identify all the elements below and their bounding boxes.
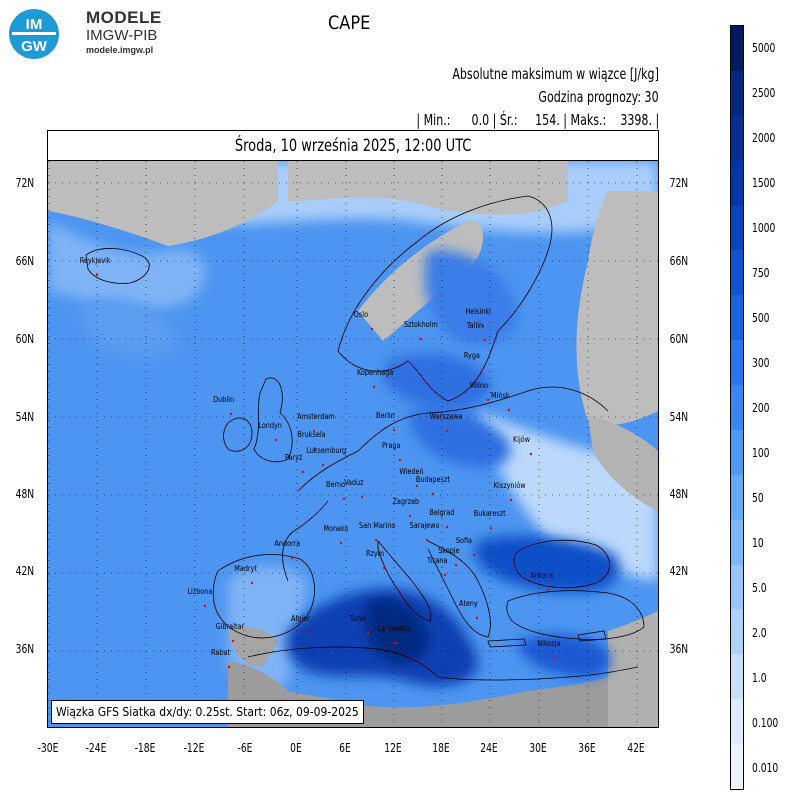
- city-dot: [547, 589, 549, 591]
- scale-label: 200: [752, 400, 770, 415]
- city-label: Kijów: [512, 435, 531, 444]
- scale-swatch: [731, 744, 743, 789]
- scale-label: 2.0: [752, 625, 767, 640]
- lon-label: 12E: [384, 741, 402, 755]
- city-label: Luksemburg: [306, 446, 347, 455]
- scale-label: 1000: [752, 220, 776, 235]
- city-label: Rabat: [211, 648, 230, 657]
- forecast-hour: Godzina prognozy: 30: [538, 88, 659, 106]
- lat-label-right: 42N: [669, 564, 689, 578]
- map-frame: [47, 130, 659, 728]
- city-label: Madryt: [234, 564, 257, 573]
- city-label: Praga: [382, 441, 401, 450]
- brand-org: IMGW-PIB: [86, 27, 158, 44]
- city-dot: [361, 496, 363, 498]
- lon-label: 6E: [339, 741, 351, 755]
- lon-label: -18E: [134, 741, 156, 755]
- city-dot: [308, 632, 310, 634]
- city-dot: [367, 632, 369, 634]
- city-dot: [444, 574, 446, 576]
- run-info: Wiązka GFS Siatka dx/dy: 0.25st. Start: 06z, 09-09-2025: [51, 700, 364, 724]
- svg-text:GW: GW: [21, 38, 47, 55]
- city-dot: [302, 471, 304, 473]
- scale-swatch: [731, 206, 743, 251]
- city-label: Wilno: [469, 381, 488, 390]
- city-dot: [383, 567, 385, 569]
- scale-swatch: [731, 161, 743, 206]
- city-label: Mińsk: [491, 391, 510, 400]
- city-dot: [455, 564, 457, 566]
- city-label: Budapeszt: [415, 475, 450, 484]
- city-dot: [432, 493, 434, 495]
- city-label: Belgrad: [429, 508, 455, 517]
- city-dot: [426, 539, 428, 541]
- city-label: Dublin: [213, 395, 235, 404]
- city-dot: [508, 409, 510, 411]
- scale-label: 1.0: [752, 670, 767, 685]
- city-label: Tirana: [427, 556, 448, 565]
- scale-swatch: [731, 520, 743, 565]
- scale-swatch: [731, 340, 743, 385]
- lat-label-right: 60N: [669, 332, 689, 346]
- city-dot: [446, 430, 448, 432]
- scale-swatch: [731, 609, 743, 654]
- stats-line: | Min.: 0.0 | Śr.: 154. | Maks.: 3398. |: [416, 111, 659, 129]
- lat-label-left: 54N: [15, 410, 35, 424]
- city-dot: [275, 439, 277, 441]
- lat-label-left: 66N: [15, 254, 35, 268]
- scale-label: 5000: [752, 40, 776, 55]
- lon-label: 18E: [432, 741, 450, 755]
- scale-label: 10: [752, 535, 764, 550]
- cape-color-scale: [730, 25, 744, 790]
- city-label: Kopenhaga: [357, 368, 394, 377]
- lat-label-left: 48N: [15, 487, 35, 501]
- city-dot: [416, 485, 418, 487]
- city-label: Ateny: [459, 599, 478, 608]
- city-label: Wiedeń: [399, 467, 424, 476]
- city-dot: [476, 617, 478, 619]
- lon-label: 36E: [578, 741, 596, 755]
- scale-label: 100: [752, 445, 770, 460]
- city-label: Rzym: [366, 549, 385, 558]
- scale-label: 2500: [752, 85, 776, 100]
- city-dot: [490, 527, 492, 529]
- scale-swatch: [731, 699, 743, 744]
- city-dot: [481, 369, 483, 371]
- scale-swatch: [731, 71, 743, 116]
- city-dot: [228, 666, 230, 668]
- city-label: Sztokholm: [403, 320, 438, 329]
- city-label: Helsinki: [465, 307, 491, 316]
- scale-label: 2000: [752, 130, 776, 145]
- lon-label: -24E: [85, 741, 107, 755]
- city-label: Bruksela: [297, 430, 326, 439]
- scale-swatch: [731, 654, 743, 699]
- city-label: Algier: [291, 614, 310, 623]
- scale-swatch: [731, 26, 743, 71]
- city-dot: [232, 640, 234, 642]
- city-dot: [373, 386, 375, 388]
- scale-label: 5.0: [752, 580, 767, 595]
- lon-label: 42E: [627, 741, 645, 755]
- lon-label: 24E: [480, 741, 498, 755]
- city-label: Bukareszt: [473, 509, 506, 518]
- city-dot: [375, 539, 377, 541]
- lat-label-left: 72N: [15, 176, 35, 190]
- city-label: Amsterdam: [297, 412, 335, 421]
- city-label: Ankara: [530, 571, 554, 580]
- city-label: Tunis: [349, 614, 367, 623]
- lat-label-left: 60N: [15, 332, 35, 346]
- city-dot: [554, 657, 556, 659]
- city-dot: [371, 328, 373, 330]
- brand-url: modele.imgw.pl: [86, 45, 154, 55]
- city-dot: [204, 605, 206, 607]
- scale-label: 1500: [752, 175, 776, 190]
- city-label: Kiszyniów: [493, 481, 526, 490]
- scale-swatch: [731, 250, 743, 295]
- city-dot: [322, 464, 324, 466]
- city-dot: [530, 453, 532, 455]
- lat-label-right: 72N: [669, 176, 689, 190]
- city-dot: [393, 429, 395, 431]
- city-label: Zagrzeb: [392, 497, 420, 506]
- brand-name: MODELE: [86, 8, 162, 27]
- lon-label: 30E: [529, 741, 547, 755]
- city-label: Gibraltar: [215, 622, 245, 631]
- scale-swatch: [731, 116, 743, 161]
- lat-label-right: 36N: [669, 642, 689, 656]
- lat-label-right: 48N: [669, 487, 689, 501]
- city-dot: [487, 399, 489, 401]
- lon-label: -6E: [237, 741, 253, 755]
- valid-date: Środa, 10 września 2025, 12:00 UTC: [48, 131, 658, 161]
- lon-label: -12E: [183, 741, 205, 755]
- cape-map: [48, 161, 658, 727]
- city-dot: [510, 499, 512, 501]
- map-title: CAPE: [328, 12, 371, 34]
- city-label: San Marino: [359, 521, 396, 530]
- city-label: Ryga: [463, 351, 480, 360]
- scale-swatch: [731, 475, 743, 520]
- city-label: Sofia: [455, 536, 473, 545]
- city-label: Reykjavik: [79, 256, 111, 265]
- city-label: Lizbona: [187, 587, 213, 596]
- scale-label: 50: [752, 490, 764, 505]
- scale-swatch: [731, 430, 743, 475]
- city-label: Vaduz: [344, 478, 364, 487]
- city-dot: [343, 498, 345, 500]
- city-label: Monako: [323, 524, 349, 533]
- city-label: Londyn: [258, 421, 282, 430]
- scale-swatch: [731, 565, 743, 610]
- city-label: Skopje: [438, 546, 460, 555]
- city-dot: [399, 459, 401, 461]
- city-label: Nikozja: [537, 639, 561, 648]
- city-dot: [230, 413, 232, 415]
- city-label: Berlin: [376, 411, 395, 420]
- scale-label: 500: [752, 310, 770, 325]
- map-subtitle: Absolutne maksimum w wiązce [J/kg]: [452, 65, 659, 83]
- scale-swatch: [731, 295, 743, 340]
- scale-label: 300: [752, 355, 770, 370]
- city-label: Tallin: [466, 321, 484, 330]
- city-label: Paryż: [284, 453, 303, 462]
- city-dot: [446, 526, 448, 528]
- city-dot: [473, 554, 475, 556]
- city-dot: [420, 338, 422, 340]
- city-dot: [340, 542, 342, 544]
- city-dot: [394, 642, 396, 644]
- lat-label-right: 54N: [669, 410, 689, 424]
- city-label: Berno: [326, 480, 346, 489]
- lat-label-left: 42N: [15, 564, 35, 578]
- city-label: Sarajewo: [409, 521, 440, 530]
- lon-label: 0E: [290, 741, 302, 755]
- brand-block: [86, 8, 162, 55]
- city-label: Andorra: [274, 539, 301, 548]
- imgw-logo: [6, 8, 62, 60]
- svg-text:IM: IM: [25, 16, 43, 33]
- city-label: Oslo: [353, 310, 369, 319]
- city-dot: [484, 339, 486, 341]
- city-label: La Valetta: [377, 624, 411, 633]
- city-dot: [409, 515, 411, 517]
- city-dot: [251, 582, 253, 584]
- lat-label-left: 36N: [15, 642, 35, 656]
- scale-label: 0.010: [752, 760, 779, 775]
- city-dot: [291, 557, 293, 559]
- lat-label-right: 66N: [669, 254, 689, 268]
- scale-swatch: [731, 385, 743, 430]
- city-dot: [96, 274, 98, 276]
- scale-label: 750: [752, 265, 770, 280]
- lon-label: -30E: [37, 741, 59, 755]
- city-label: Warszawa: [429, 412, 463, 421]
- scale-label: 0.100: [752, 715, 779, 730]
